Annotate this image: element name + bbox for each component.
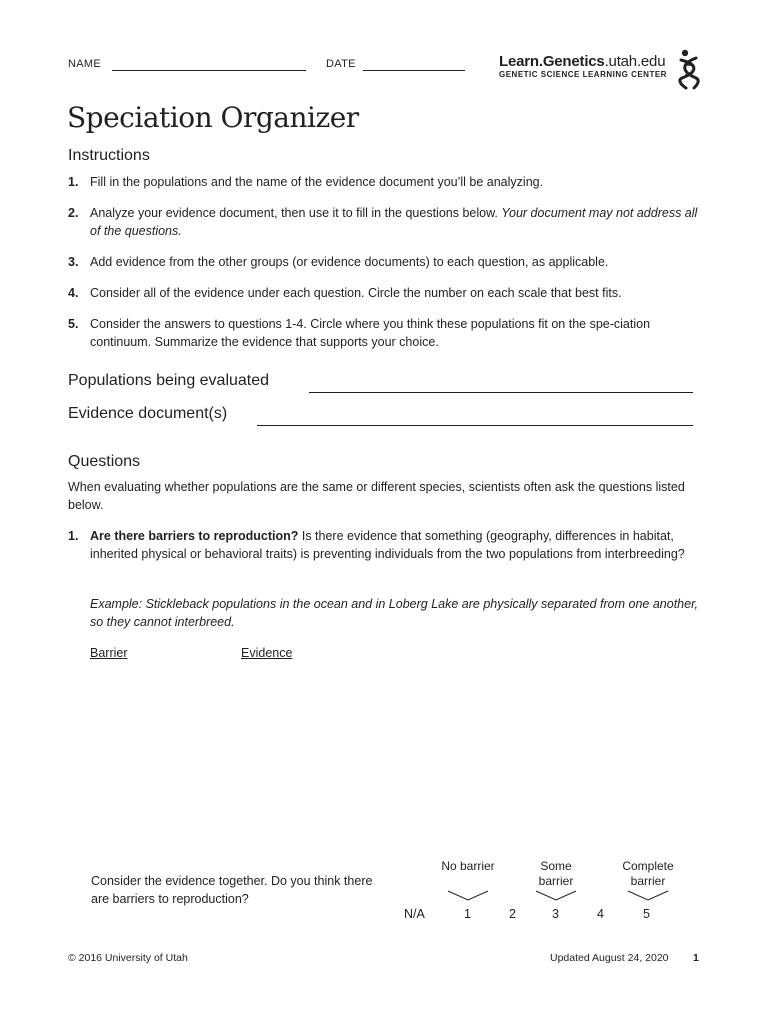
scale-option-4[interactable]: 4 — [597, 907, 604, 921]
instruction-item — [68, 204, 698, 240]
page-number: 1 — [693, 952, 699, 964]
instruction-italic-text: Your document may not address all of the questions. — [90, 206, 698, 238]
scale-option-3[interactable]: 3 — [552, 907, 559, 921]
logo-light-text: .utah.edu — [604, 53, 666, 70]
evidence-blank[interactable] — [257, 425, 693, 426]
site-logo — [499, 53, 667, 79]
populations-label: Populations being evaluated — [68, 372, 270, 389]
instruction-text: Consider the answers to questions 1-4. Circle where you think these populations fit on the spe-ciation continuum. Summarize the evidence that supports your choice. — [90, 317, 651, 349]
date-blank[interactable] — [363, 70, 465, 71]
instruction-number: 5. — [68, 317, 79, 331]
bracket-no-barrier — [448, 891, 488, 900]
populations-blank[interactable] — [309, 392, 693, 393]
scale-brackets — [440, 889, 690, 903]
instruction-item — [68, 284, 698, 302]
scale-option-5[interactable]: 5 — [643, 907, 650, 921]
bracket-complete-barrier — [628, 891, 668, 900]
questions-intro: When evaluating whether populations are the same or different species, scientists often ask the questions listed below. — [68, 480, 685, 512]
instruction-number: 2. — [68, 206, 79, 220]
instruction-text: Analyze your evidence document, then use it to fill in the questions below. — [90, 206, 502, 220]
question-example — [90, 595, 710, 631]
example-text: Stickleback populations in the ocean and in Loberg Lake are physically separated from one another, so they cannot interbreed. — [90, 597, 699, 629]
dna-person-icon — [676, 48, 704, 90]
updated-date: Updated August 24, 2020 — [550, 952, 669, 964]
scale-option-2[interactable]: 2 — [509, 907, 516, 921]
instruction-text: Add evidence from the other groups (or evidence documents) to each question, as applicable. — [90, 255, 609, 269]
instruction-text: Consider all of the evidence under each question. Circle the number on each scale that best fits. — [90, 286, 622, 300]
logo-subtitle: GENETIC SCIENCE LEARNING CENTER — [499, 70, 667, 79]
logo-bold-text: Learn.Genetics — [499, 53, 605, 70]
question-bold-text: Are there barriers to reproduction? — [90, 529, 299, 543]
instruction-item — [68, 173, 698, 191]
scale-label-no-barrier: No barrier — [441, 859, 495, 873]
question-number: 1. — [68, 529, 79, 543]
instruction-text: Fill in the populations and the name of the evidence document you’ll be analyzing. — [90, 175, 544, 189]
question-1 — [68, 527, 708, 563]
instruction-number: 3. — [68, 255, 79, 269]
scale-prompt: Consider the evidence together. Do you think there are barriers to reproduction? — [91, 874, 373, 906]
instructions-list — [68, 173, 698, 351]
instruction-item — [68, 315, 698, 351]
evidence-column-header: Evidence — [241, 646, 293, 660]
instruction-number: 1. — [68, 175, 79, 189]
scale-option-1[interactable]: 1 — [464, 907, 471, 921]
instruction-item — [68, 253, 698, 271]
barrier-column-header: Barrier — [90, 646, 128, 660]
evidence-label: Evidence document(s) — [68, 405, 228, 422]
scale-label-some-barrier: Some barrier — [538, 859, 574, 888]
copyright: © 2016 University of Utah — [68, 952, 188, 964]
instructions-heading: Instructions — [68, 147, 150, 164]
bracket-some-barrier — [536, 891, 576, 900]
page-title: Speciation Organizer — [67, 101, 359, 134]
question-text: Is there evidence that something (geography, differences in habitat, inherited physical or behavioral traits) is preventing individuals from the two populations from interbreeding? — [90, 529, 685, 561]
name-label: NAME — [68, 58, 101, 70]
instruction-number: 4. — [68, 286, 79, 300]
questions-heading: Questions — [68, 453, 141, 470]
scale-option-na[interactable]: N/A — [404, 907, 425, 921]
scale-label-complete-barrier: Complete barrier — [622, 859, 674, 888]
example-label: Example: — [90, 597, 143, 611]
date-label: DATE — [326, 58, 356, 70]
name-blank[interactable] — [112, 70, 306, 71]
